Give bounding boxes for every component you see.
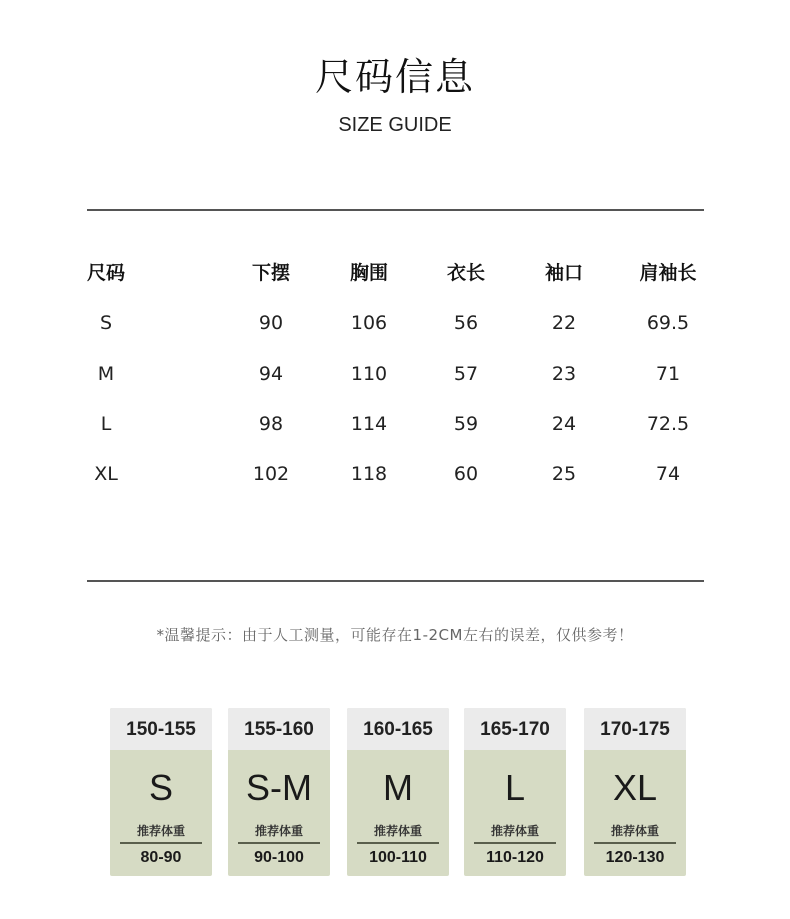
card-height-range: 165-170 — [464, 708, 566, 750]
measurement-note: *温馨提示：由于人工测量，可能存在1-2CM左右的误差，仅供参考！ — [156, 626, 634, 644]
size-card — [464, 708, 566, 876]
table-cell-shoulder-sleeve: 74 — [655, 463, 681, 485]
card-height-range: 160-165 — [347, 708, 449, 750]
table-cell-bust: 118 — [350, 463, 388, 485]
table-cell-cuff: 25 — [551, 463, 577, 485]
size-card — [347, 708, 449, 876]
table-cell-bust: 106 — [350, 312, 388, 334]
card-weight-caption: 推荐体重 — [490, 824, 539, 838]
column-header-cuff: 袖口 — [544, 262, 584, 284]
card-size-label: M — [383, 767, 413, 808]
table-cell-length: 59 — [453, 413, 479, 435]
card-height-range: 150-155 — [110, 708, 212, 750]
card-size-label: L — [504, 767, 526, 808]
size-card — [110, 708, 212, 876]
table-cell-bust: 110 — [350, 363, 388, 385]
table-cell-length: 57 — [453, 363, 479, 385]
page-title: 尺码信息 — [314, 55, 475, 99]
size-card — [228, 708, 330, 876]
table-cell-cuff: 22 — [551, 312, 577, 334]
card-divider — [120, 842, 202, 844]
card-weight-range: 100-110 — [369, 848, 427, 866]
table-cell-shoulder-sleeve: 71 — [655, 363, 681, 385]
table-cell-hem: 90 — [258, 312, 284, 334]
table-bottom-divider — [87, 580, 704, 582]
card-weight-caption: 推荐体重 — [254, 824, 303, 838]
table-cell-length: 56 — [453, 312, 479, 334]
card-size-label: XL — [612, 767, 658, 808]
card-weight-caption: 推荐体重 — [610, 824, 659, 838]
table-cell-cuff: 24 — [551, 413, 577, 435]
table-cell-hem: 102 — [252, 463, 290, 485]
card-weight-caption: 推荐体重 — [373, 824, 422, 838]
card-weight-caption: 推荐体重 — [136, 824, 185, 838]
card-weight-range: 120-130 — [605, 848, 665, 866]
table-cell-bust: 114 — [350, 413, 388, 435]
column-header-bust: 胸围 — [349, 262, 389, 284]
table-cell-length: 60 — [453, 463, 479, 485]
table-cell-size: S — [99, 312, 113, 334]
table-cell-size: L — [100, 413, 112, 435]
size-recommendation-cards — [110, 708, 690, 878]
card-divider — [238, 842, 320, 844]
table-cell-shoulder-sleeve: 72.5 — [646, 413, 690, 435]
card-weight-range: 90-100 — [254, 848, 304, 866]
size-card — [584, 708, 686, 876]
card-height-range: 170-175 — [584, 708, 686, 750]
card-size-label: S — [148, 767, 173, 808]
table-cell-hem: 94 — [258, 363, 284, 385]
column-header-size: 尺码 — [87, 262, 126, 284]
table-cell-shoulder-sleeve: 69.5 — [646, 312, 690, 334]
card-divider — [357, 842, 439, 844]
table-cell-size: XL — [94, 463, 118, 485]
column-header-length: 衣长 — [446, 262, 486, 284]
page-subtitle: SIZE GUIDE — [338, 114, 452, 136]
table-cell-cuff: 23 — [551, 363, 577, 385]
card-size-label: S-M — [246, 767, 312, 808]
card-divider — [474, 842, 556, 844]
card-divider — [594, 842, 676, 844]
table-cell-size: M — [97, 363, 115, 385]
card-weight-range: 110-120 — [486, 848, 544, 866]
column-header-shoulder-sleeve: 肩袖长 — [639, 262, 697, 284]
card-height-range: 155-160 — [228, 708, 330, 750]
table-cell-hem: 98 — [258, 413, 284, 435]
column-header-hem: 下摆 — [251, 262, 291, 284]
card-weight-range: 80-90 — [140, 848, 182, 866]
